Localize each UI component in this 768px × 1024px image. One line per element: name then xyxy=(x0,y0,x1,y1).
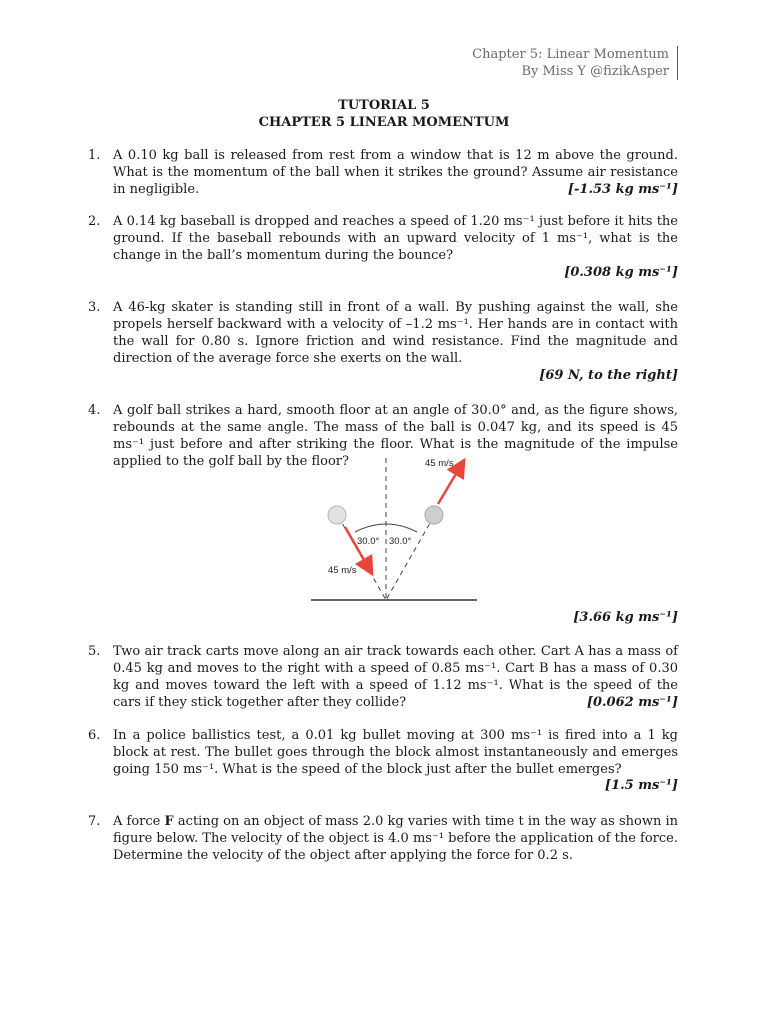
question-6 xyxy=(88,727,678,778)
answer-5: [0.062 ms⁻¹] xyxy=(586,695,678,710)
question-3 xyxy=(88,299,678,367)
question-text: A 0.10 kg ball is released from rest from a window that is 12 m above the ground. What is the momentum of the ball when it strikes the ground? Assume air resistance in negligible. xyxy=(113,148,678,197)
question-number: 6. xyxy=(88,728,101,743)
question-number: 2. xyxy=(88,214,101,229)
chapter-title: CHAPTER 5 LINEAR MOMENTUM xyxy=(258,115,510,130)
tutorial-title: TUTORIAL 5 xyxy=(338,98,430,113)
question-text: A golf ball strikes a hard, smooth floor at an angle of 30.0° and, as the figure shows, rebounds at the same angle. The mass of the ball is 0.047 kg, and its speed is 45 ms⁻¹ just before and after striking the floor. What is the magnitude of the impulse applied to the golf ball by the floor? xyxy=(113,403,678,469)
answer-2: [0.308 kg ms⁻¹] xyxy=(564,265,678,280)
question-number: 1. xyxy=(88,148,101,163)
question-number: 3. xyxy=(88,300,101,315)
question-number: 4. xyxy=(88,403,101,418)
ball-before xyxy=(328,506,346,524)
speed-label-before: 45 m/s xyxy=(328,565,357,576)
question-text-start: A force xyxy=(113,814,165,829)
question-text: Two air track carts move along an air track towards each other. Cart A has a mass of 0.45 kg and moves to the right with a speed of 0.85 ms⁻¹. Cart B has a mass of 0.30 kg and moves toward the left with a speed of 1.12 ms⁻¹. What is the speed of the cars if they stick together after they collide? xyxy=(113,644,678,710)
question-2 xyxy=(88,213,678,264)
golf-ball-rebound-figure xyxy=(305,454,485,606)
answer-4: [3.66 kg ms⁻¹] xyxy=(573,610,678,625)
answer-6: [1.5 ms⁻¹] xyxy=(604,778,678,793)
angle-label-left: 30.0° xyxy=(357,536,380,547)
page-header xyxy=(472,46,678,80)
answer-3: [69 N, to the right] xyxy=(539,368,678,383)
angle-label-right: 30.0° xyxy=(389,536,412,547)
header-author: By Miss Y @fizikAsper xyxy=(521,64,669,79)
answer-1: [-1.53 kg ms⁻¹] xyxy=(567,182,678,197)
question-text-end: acting on an object of mass 2.0 kg varies with time t in the way as shown in figure below. The velocity of the object is 4.0 ms⁻¹ before the application of the force. Determine the velocity of the object after applying the force for 0.2 s. xyxy=(113,814,678,863)
document-title xyxy=(0,97,768,131)
question-number: 5. xyxy=(88,644,101,659)
rebound-diagram xyxy=(305,454,485,606)
question-text xyxy=(113,813,678,864)
speed-label-after: 45 m/s xyxy=(425,458,454,469)
force-symbol: F xyxy=(164,814,174,829)
question-text: A 46-kg skater is standing still in front of a wall. By pushing against the wall, she propels herself backward with a velocity of –1.2 ms⁻¹. Her hands are in contact with the wall for 0.80 s. Ignore friction and wind resistance. Find the magnitude and direction of the average force she exerts on the wall. xyxy=(113,300,678,366)
question-text: In a police ballistics test, a 0.01 kg bullet moving at 300 ms⁻¹ is fired into a 1 kg block at rest. The bullet goes through the block almost instantaneously and emerges going 150 ms⁻¹. What is the speed of the block just after the bullet emerges? xyxy=(113,728,678,777)
question-text: A 0.14 kg baseball is dropped and reaches a speed of 1.20 ms⁻¹ just before it hits the ground. If the baseball rebounds with an upward velocity of 1 ms⁻¹, what is the change in the ball’s momentum during the bounce? xyxy=(113,214,678,263)
header-chapter: Chapter 5: Linear Momentum xyxy=(472,47,669,62)
question-number: 7. xyxy=(88,814,101,829)
ball-after xyxy=(425,506,443,524)
question-7 xyxy=(88,813,678,864)
